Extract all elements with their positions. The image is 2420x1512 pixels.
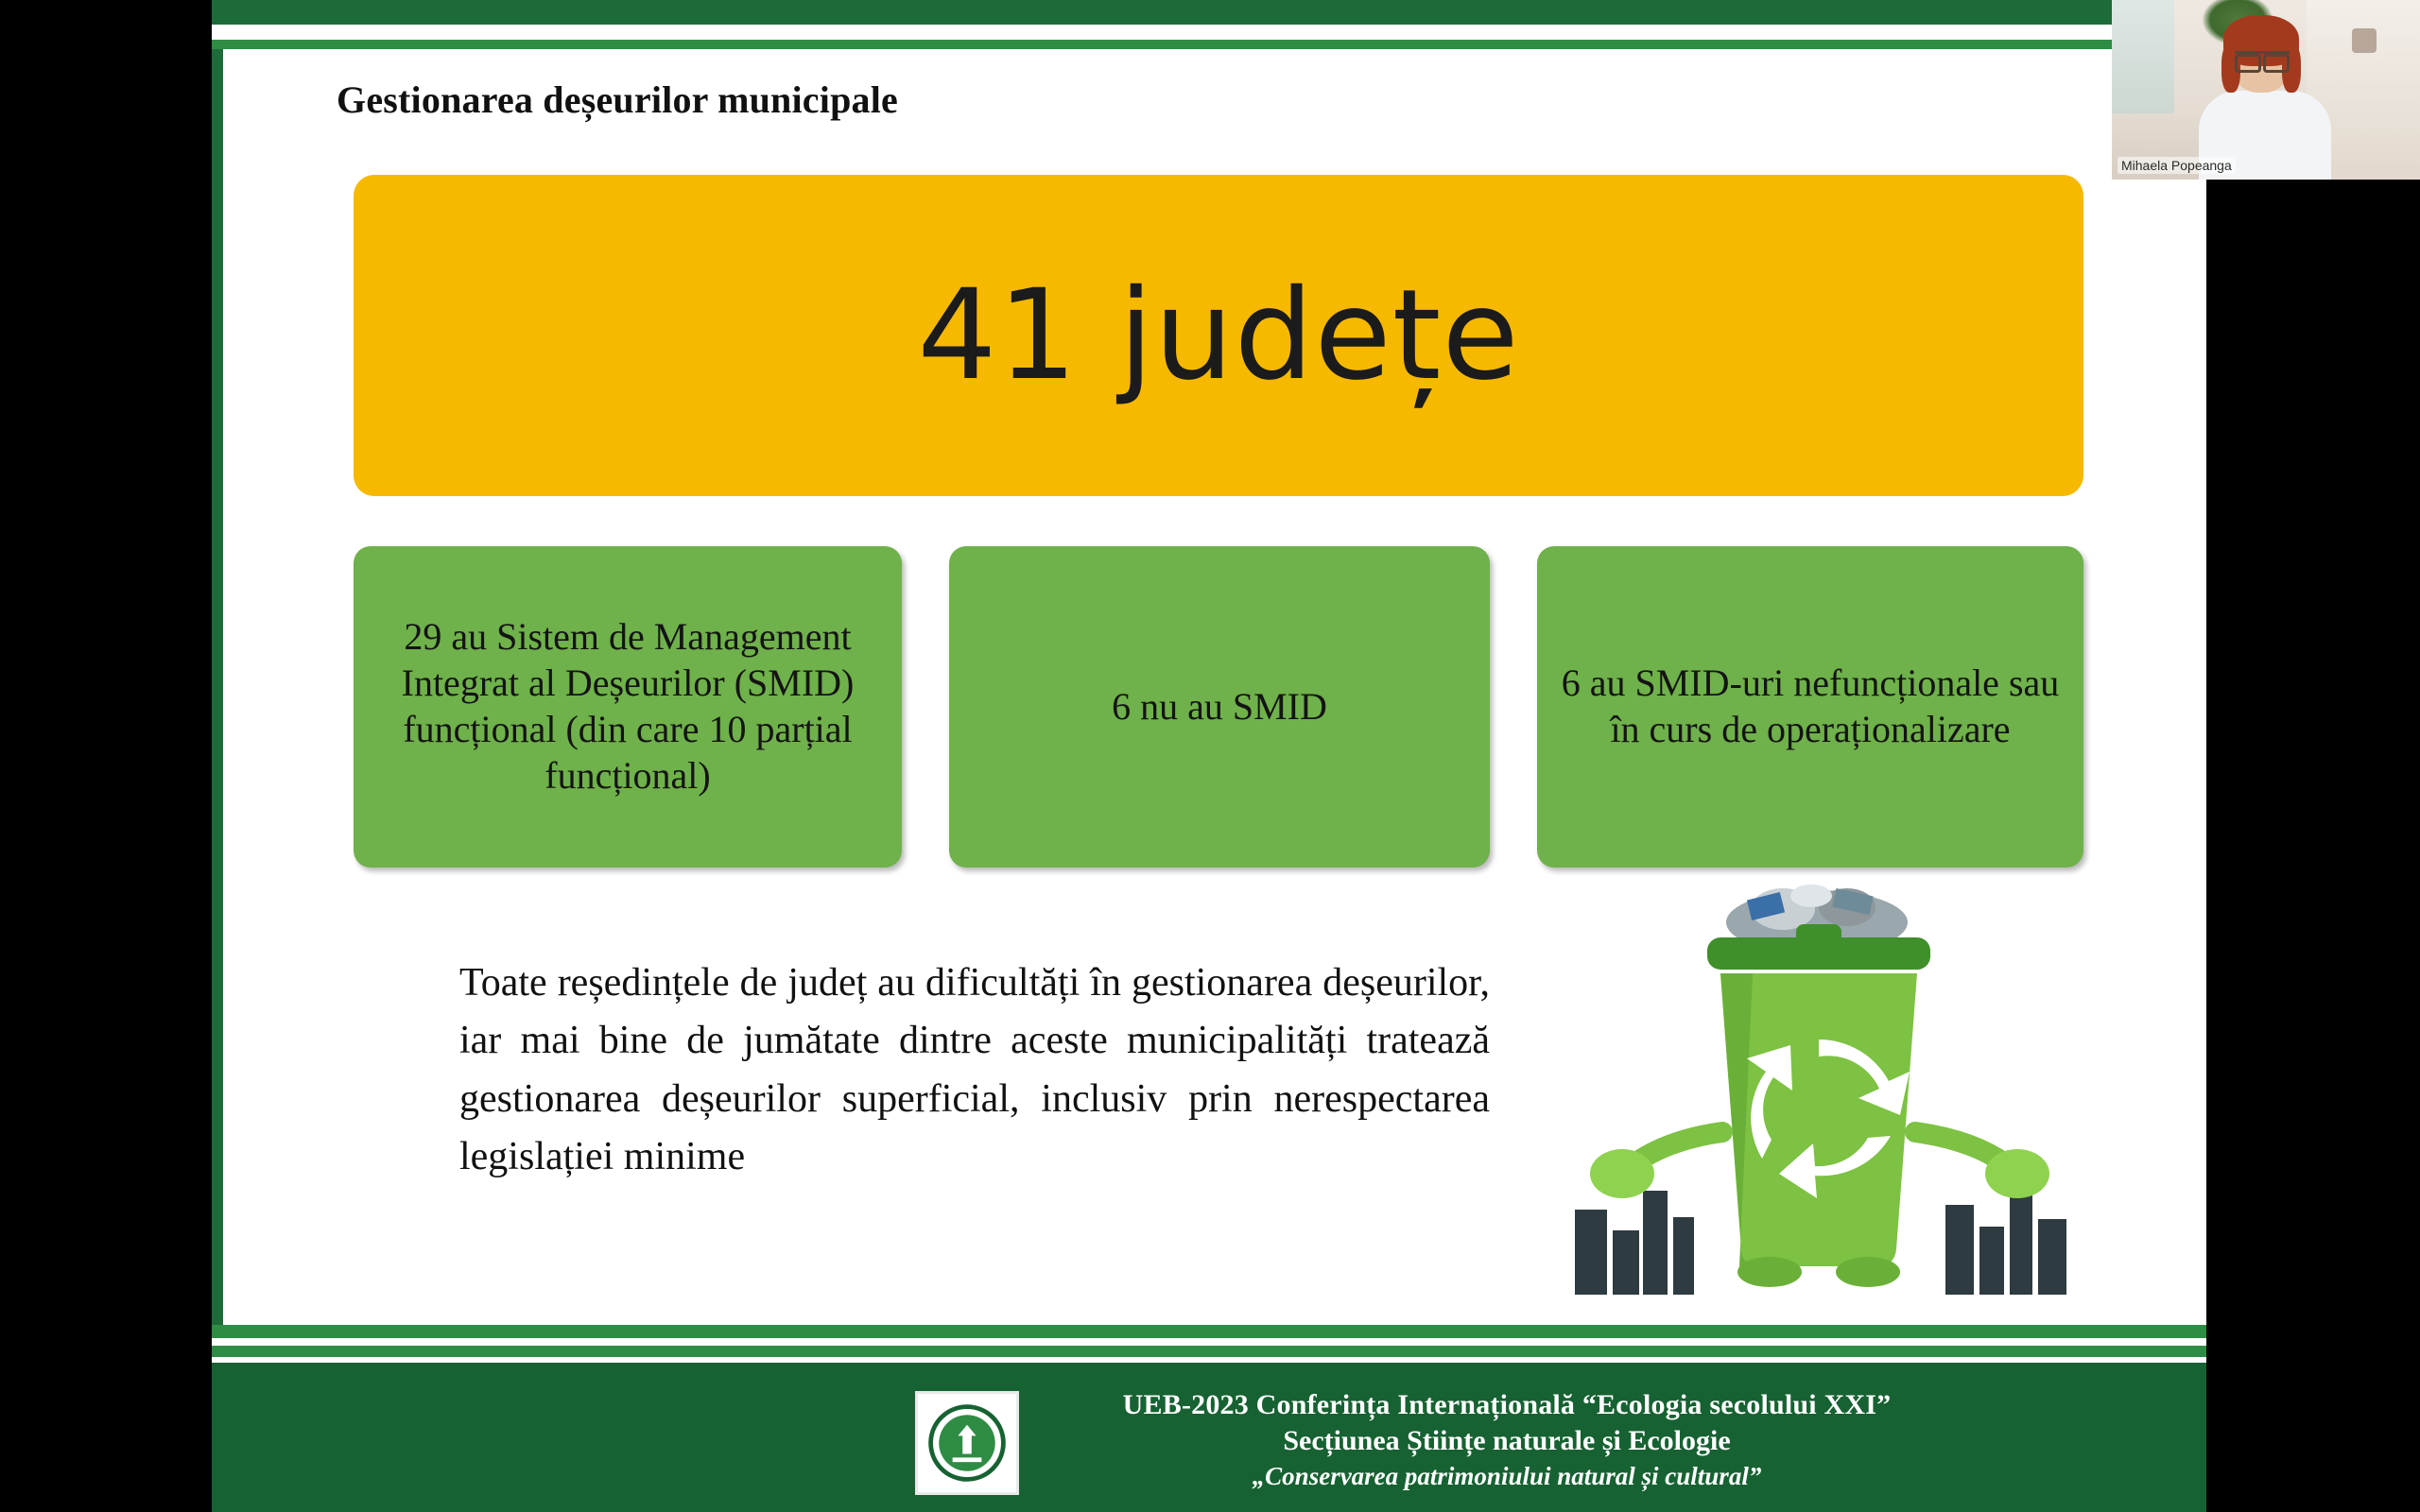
slide-body-paragraph: Toate reședințele de județ au dificultăți în gestionarea deșeurilor, iar mai bine de jumătate dintre aceste municipalități tratează gestionarea deșeurilor superficial, inclusiv prin nerespectarea legislației minime xyxy=(459,961,1490,1178)
webcam-pip-tile[interactable] xyxy=(2112,0,2420,180)
slide-left-border xyxy=(212,49,223,1325)
stat-box-no-smid: 6 nu au SMID xyxy=(949,546,1490,868)
stat-box-smid-nonfunctional: 6 au SMID-uri nefuncționale sau în curs de operaționalizare xyxy=(1537,546,2083,868)
emblem-shield-icon xyxy=(922,1398,1012,1488)
glasses-icon xyxy=(2235,51,2290,67)
recycling-bin-mascot-icon xyxy=(1564,879,2093,1323)
slide-top-border-outer xyxy=(212,0,2206,25)
footer-line-1: UEB-2023 Conferința Internațională “Ecologia secolului XXI” xyxy=(1122,1389,1892,1420)
stat-box-smid-functional: 29 au Sistem de Management Integrat al Deșeurilor (SMID) funcțional (din care 10 parțial funcțional) xyxy=(354,546,902,868)
footer-border-second xyxy=(212,1346,2206,1357)
headline-callout-box xyxy=(354,175,2083,496)
slide-title: Gestionarea deșeurilor municipale xyxy=(337,78,898,121)
slide-canvas xyxy=(212,0,2206,1512)
window-background xyxy=(2112,0,2174,113)
headline-text: 41 județe xyxy=(917,263,1520,408)
footer-border-top xyxy=(212,1325,2206,1338)
slide-top-border-inner xyxy=(212,40,2206,49)
footer-line-3: „Conservarea patrimoniului natural și cultural” xyxy=(1252,1462,1762,1490)
ueb-university-emblem-icon xyxy=(915,1391,1019,1495)
footer-conference-info xyxy=(1034,1389,1979,1491)
lamp-decoration-icon xyxy=(2352,28,2377,53)
slide-top-border-gap xyxy=(212,25,2206,40)
participant-name-label: Mihaela Popeanga xyxy=(2118,157,2236,174)
stat-boxes-row xyxy=(354,539,2083,869)
footer-line-2: Secțiunea Științe naturale și Ecologie xyxy=(1283,1425,1731,1456)
